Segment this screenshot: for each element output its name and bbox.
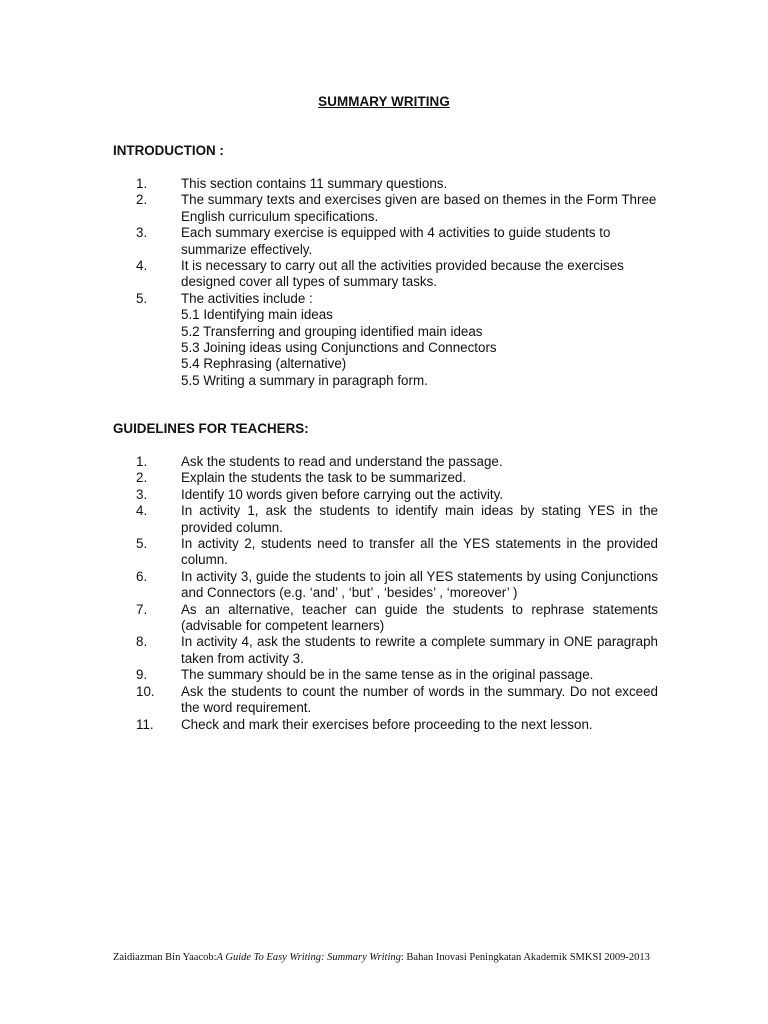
item-number: 1. — [136, 176, 148, 191]
item-text: As an alternative, teacher can guide the students to rephrase statements (advisable for competent learners) — [181, 601, 658, 634]
list-item — [113, 667, 658, 683]
list-item — [113, 536, 658, 569]
item-text: In activity 2, students need to transfer all the YES statements in the provided column. — [181, 536, 658, 568]
item-text: Ask the students to read and understand the passage. — [181, 454, 503, 469]
guidelines-list — [113, 454, 658, 733]
item-number: 5. — [136, 536, 148, 552]
item-text: Explain the students the task to be summarized. — [181, 470, 467, 486]
list-item — [113, 192, 658, 225]
list-item — [113, 684, 658, 717]
item-text: In activity 1, ask the students to identify main ideas by stating YES in the provided column. — [181, 503, 658, 535]
item-number: 3. — [136, 486, 148, 502]
sub-list-item: 5.3 Joining ideas using Conjunctions and Connectors — [181, 340, 497, 356]
item-text: The summary texts and exercises given are based on themes in the Form Three English curriculum specifications. — [181, 192, 657, 224]
item-number: 10. — [136, 683, 155, 699]
introduction-list — [113, 176, 658, 389]
item-text: Ask the students to count the number of words in the summary. Do not exceed the word requirement. — [181, 683, 658, 716]
page-title: SUMMARY WRITING — [318, 94, 450, 109]
list-item — [113, 602, 658, 635]
item-number: 4. — [136, 503, 148, 519]
sub-list-item: 5.1 Identifying main ideas — [181, 307, 333, 323]
item-number: 8. — [136, 634, 148, 650]
item-number: 7. — [136, 601, 148, 617]
item-number: 2. — [136, 470, 148, 486]
list-item — [113, 176, 658, 192]
sub-list-item: 5.4 Rephrasing (alternative) — [181, 356, 347, 372]
page-footer — [113, 951, 653, 964]
item-text: It is necessary to carry out all the activities provided because the exercises designed cover all types of summary tasks. — [181, 258, 624, 290]
list-item — [113, 634, 658, 667]
sub-list-item: 5.2 Transferring and grouping identified main ideas — [181, 323, 483, 339]
introduction-heading: INTRODUCTION : — [113, 143, 224, 158]
footer-work-title: A Guide To Easy Writing: Summary Writing — [216, 952, 401, 963]
list-item — [113, 569, 658, 602]
list-item — [113, 717, 658, 733]
item-text: Identify 10 words given before carrying out the activity. — [181, 486, 504, 502]
item-number: 9. — [136, 667, 148, 683]
sub-list-item: 5.5 Writing a summary in paragraph form. — [181, 372, 428, 388]
item-text: This section contains 11 summary questions. — [181, 176, 448, 191]
list-item — [113, 487, 658, 503]
item-number: 4. — [136, 258, 148, 274]
item-number: 6. — [136, 568, 148, 584]
footer-publisher: : Bahan Inovasi Peningkatan Akademik SMKSI 2009-2013 — [400, 952, 650, 963]
item-text: Each summary exercise is equipped with 4 activities to guide students to summarize effectively. — [181, 225, 611, 257]
list-item — [113, 225, 658, 258]
list-item — [113, 454, 658, 470]
item-text: In activity 4, ask the students to rewrite a complete summary in ONE paragraph taken from activity 3. — [181, 634, 658, 666]
item-text: The activities include : — [181, 290, 313, 306]
item-number: 2. — [136, 192, 148, 208]
item-number: 1. — [136, 454, 148, 469]
footer-author: Zaidiazman Bin Yaacob: — [113, 952, 217, 963]
item-text: In activity 3, guide the students to join all YES statements by using Conjunctions and Connectors (e.g. ‘and’ , ‘but’ , ‘besides’ , ‘moreover’ ) — [181, 568, 658, 601]
list-item — [113, 258, 658, 291]
list-item — [113, 470, 658, 486]
item-number: 5. — [136, 290, 148, 306]
guidelines-heading: GUIDELINES FOR TEACHERS: — [113, 421, 309, 436]
list-item — [113, 503, 658, 536]
item-number: 3. — [136, 225, 148, 241]
item-text: The summary should be in the same tense as in the original passage. — [181, 667, 594, 683]
item-number: 11. — [136, 716, 154, 732]
item-text: Check and mark their exercises before proceeding to the next lesson. — [181, 716, 593, 732]
list-item — [113, 291, 658, 389]
